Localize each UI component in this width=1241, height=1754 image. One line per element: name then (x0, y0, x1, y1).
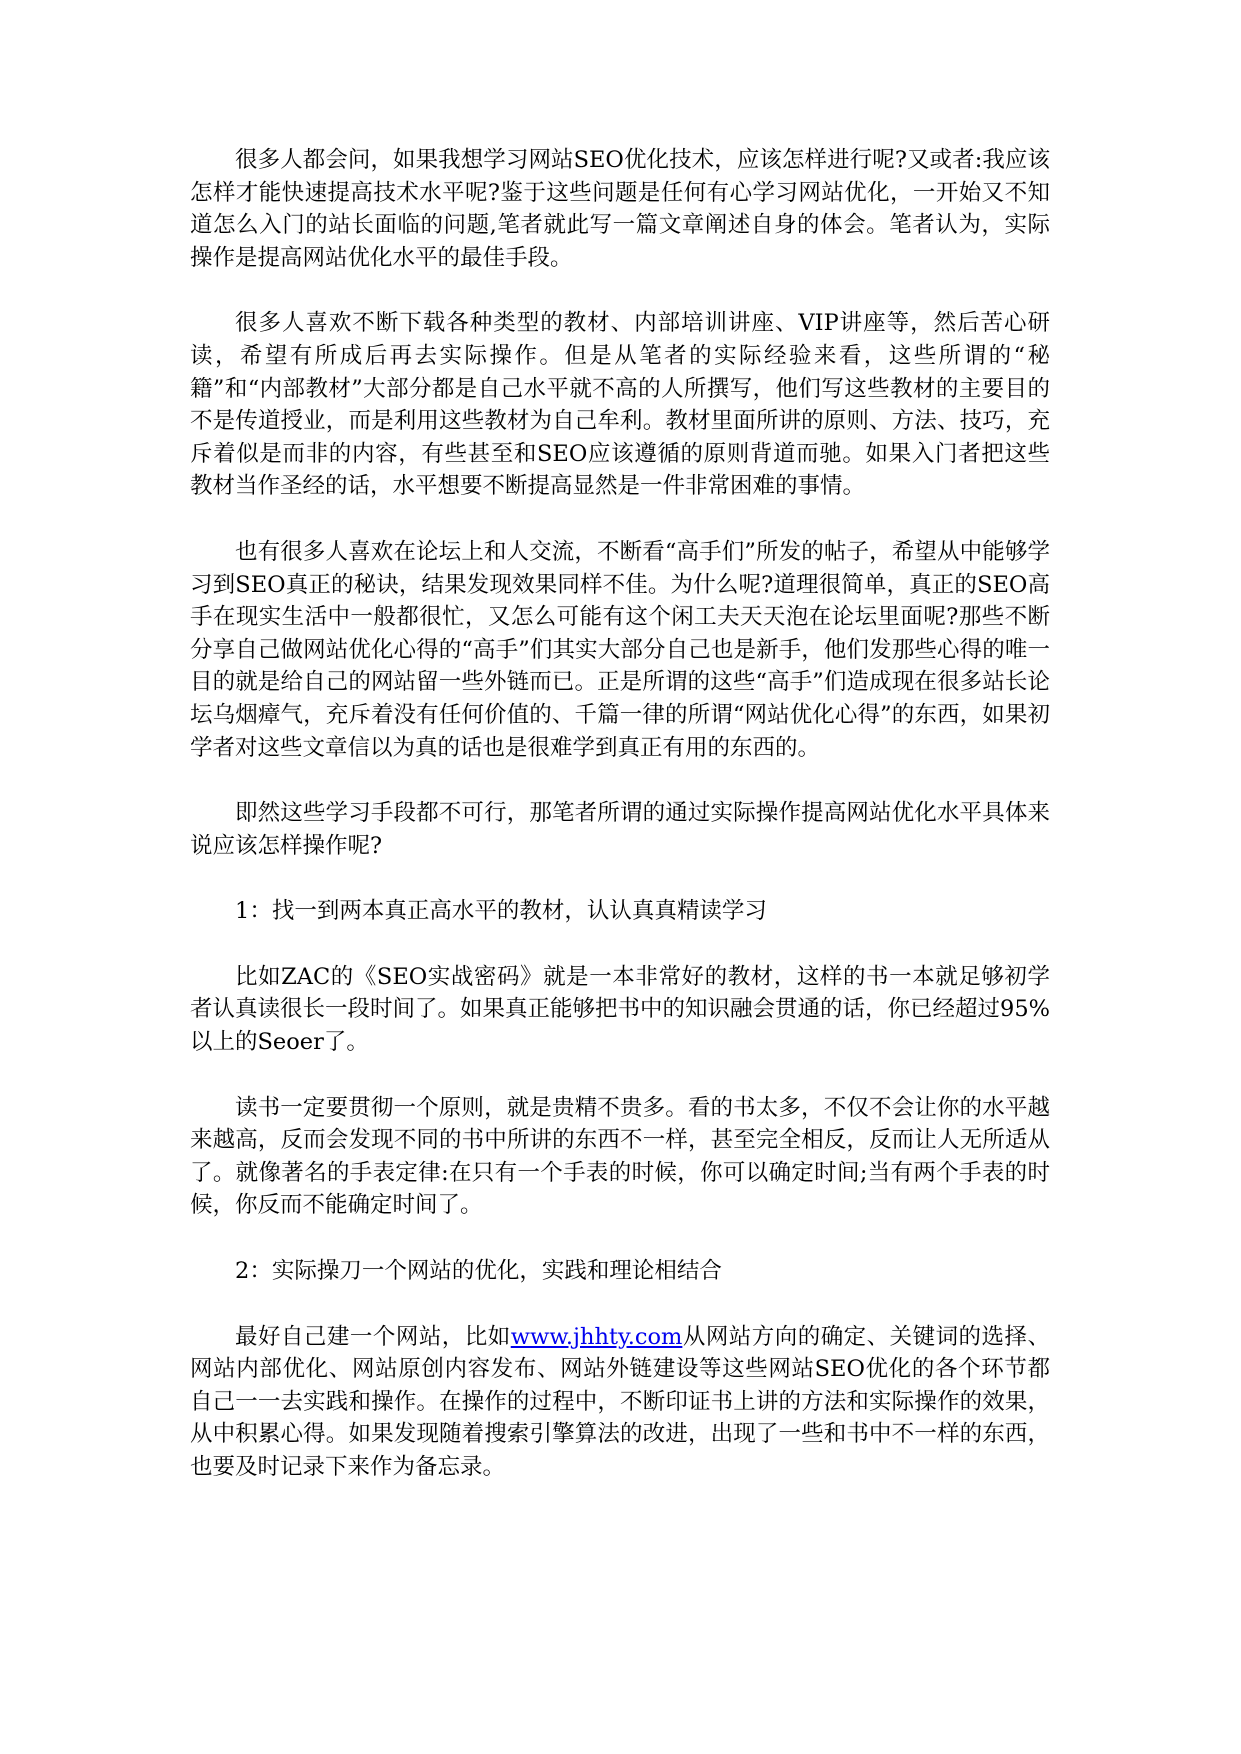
website-link[interactable]: www.jhhty.com (510, 1323, 683, 1350)
paragraph-text-before-link: 最好自己建一个网站，比如 (235, 1323, 511, 1350)
paragraph-text-after-link: 从网站方向的确定、关键词的选择、网站内部优化、网站原创内容发布、网站外链建设等这些网站SEO优化的各个环节都自己一一去实践和操作。在操作的过程中，不断印证书上讲的方法和实际操作的效果，从中积累心得。如果发现随着搜索引擎算法的改进，出现了一些和书中不一样的东西，也要及时记录下来作为备忘录。 (190, 1323, 1050, 1480)
article-body (190, 144, 1050, 1517)
paragraph: 读书一定要贯彻一个原则，就是贵精不贵多。看的书太多，不仅不会让你的水平越来越高，反而会发现不同的书中所讲的东西不一样，甚至完全相反，反而让人无所适从了。就像著名的手表定律:在只有一个手表的时候，你可以确定时间;当有两个手表的时候，你反而不能确定时间了。 (190, 1094, 1050, 1219)
section-heading: 1：找一到两本真正高水平的教材，认认真真精读学习 (235, 898, 767, 925)
paragraph: 比如ZAC的《SEO实战密码》就是一本非常好的教材，这样的书一本就足够初学者认真读很长一段时间了。如果真正能够把书中的知识融会贯通的话，你已经超过95%以上的Seoer了。 (190, 963, 1051, 1056)
paragraph: 也有很多人喜欢在论坛上和人交流，不断看“高手们”所发的帖子，希望从中能够学习到SEO真正的秘诀，结果发现效果同样不佳。为什么呢?道理很简单，真正的SEO高手在现实生活中一般都很忙，又怎么可能有这个闲工夫天天泡在论坛里面呢?那些不断分享自己做网站优化心得的“高手”们其实大部分自己也是新手，他们发那些心得的唯一目的就是给自己的网站留一些外链而已。正是所谓的这些“高手”们造成现在很多站长论坛乌烟瘴气，充斥着没有任何价值的、千篇一律的所谓“网站优化心得”的东西，如果初学者对这些文章信以为真的话也是很难学到真正有用的东西的。 (190, 538, 1050, 761)
paragraph: 很多人喜欢不断下载各种类型的教材、内部培训讲座、VIP讲座等，然后苦心研读，希望有所成后再去实际操作。但是从笔者的实际经验来看，这些所谓的“秘籍”和“内部教材”大部分都是自己水平就不高的人所撰写，他们写这些教材的主要目的不是传道授业，而是利用这些教材为自己牟利。教材里面所讲的原则、方法、技巧，充斥着似是而非的内容，有些甚至和SEO应该遵循的原则背道而驰。如果入门者把这些教材当作圣经的话，水平想要不断提高显然是一件非常困难的事情。 (190, 310, 1050, 500)
paragraph: 很多人都会问，如果我想学习网站SEO优化技术，应该怎样进行呢?又或者:我应该怎样才能快速提高技术水平呢?鉴于这些问题是任何有心学习网站优化，一开始又不知道怎么入门的站长面临的问题,笔者就此写一篇文章阐述自身的体会。笔者认为，实际操作是提高网站优化水平的最佳手段。 (190, 147, 1050, 271)
paragraph: 即然这些学习手段都不可行，那笔者所谓的通过实际操作提高网站优化水平具体来说应该怎样操作呢? (190, 800, 1050, 859)
section-heading: 2：实际操刀一个网站的优化，实践和理论相结合 (235, 1258, 722, 1285)
paragraph-with-link (190, 1321, 1050, 1484)
